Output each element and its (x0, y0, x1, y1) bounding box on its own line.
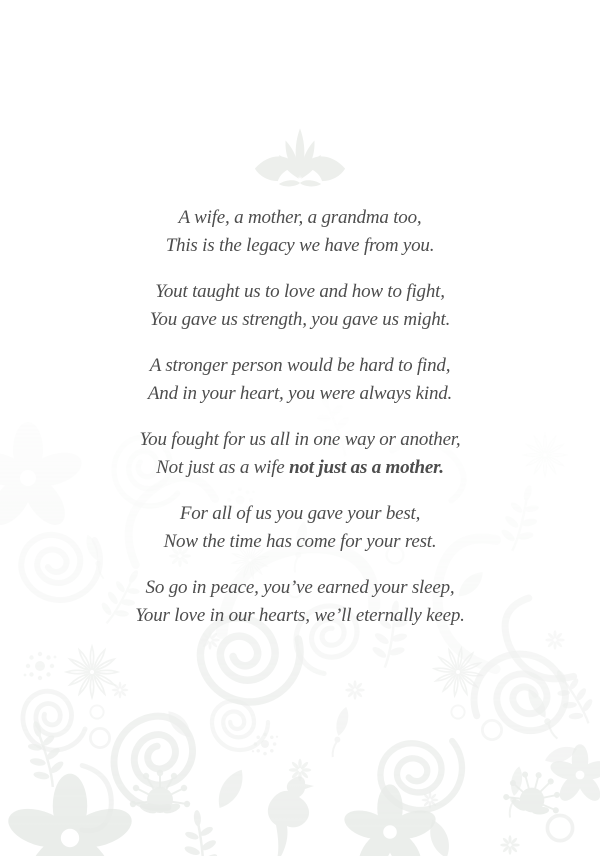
poem-line (0, 500, 600, 528)
poem-line (0, 278, 600, 306)
poem-line (0, 204, 600, 232)
poem-stanza (0, 278, 600, 334)
poem-segment: So go in peace, you’ve earned your sleep, (145, 577, 455, 598)
poem (0, 204, 600, 648)
poem-segment: Yout taught us to love and how to fight, (155, 281, 445, 302)
poem-line (0, 454, 600, 482)
poem-segment: A wife, a mother, a grandma too, (178, 207, 422, 228)
poem-segment: Now the time has come for your rest. (163, 531, 437, 552)
poem-segment-bold: not just as a mother. (289, 457, 444, 478)
poem-line (0, 426, 600, 454)
poem-segment: You fought for us all in one way or another, (139, 429, 461, 450)
poem-segment: For all of us you gave your best, (179, 503, 421, 524)
poem-stanza (0, 426, 600, 482)
poem-stanza (0, 574, 600, 630)
poem-stanza (0, 204, 600, 260)
poem-line (0, 528, 600, 556)
poem-line (0, 602, 600, 630)
poem-segment: A stronger person would be hard to find, (149, 355, 451, 376)
poem-stanza (0, 500, 600, 556)
poem-segment: And in your heart, you were always kind. (147, 383, 453, 404)
lotus-icon (252, 126, 348, 194)
poem-line (0, 352, 600, 380)
poem-line (0, 574, 600, 602)
poem-segment: Your love in our hearts, we’ll eternally keep. (135, 605, 465, 626)
poem-line (0, 380, 600, 408)
poem-stanza (0, 352, 600, 408)
poem-line (0, 306, 600, 334)
poem-line (0, 232, 600, 260)
poem-segment: Not just as a wife (156, 457, 290, 478)
poem-segment: You gave us strength, you gave us might. (149, 309, 451, 330)
poem-segment: This is the legacy we have from you. (165, 235, 435, 256)
